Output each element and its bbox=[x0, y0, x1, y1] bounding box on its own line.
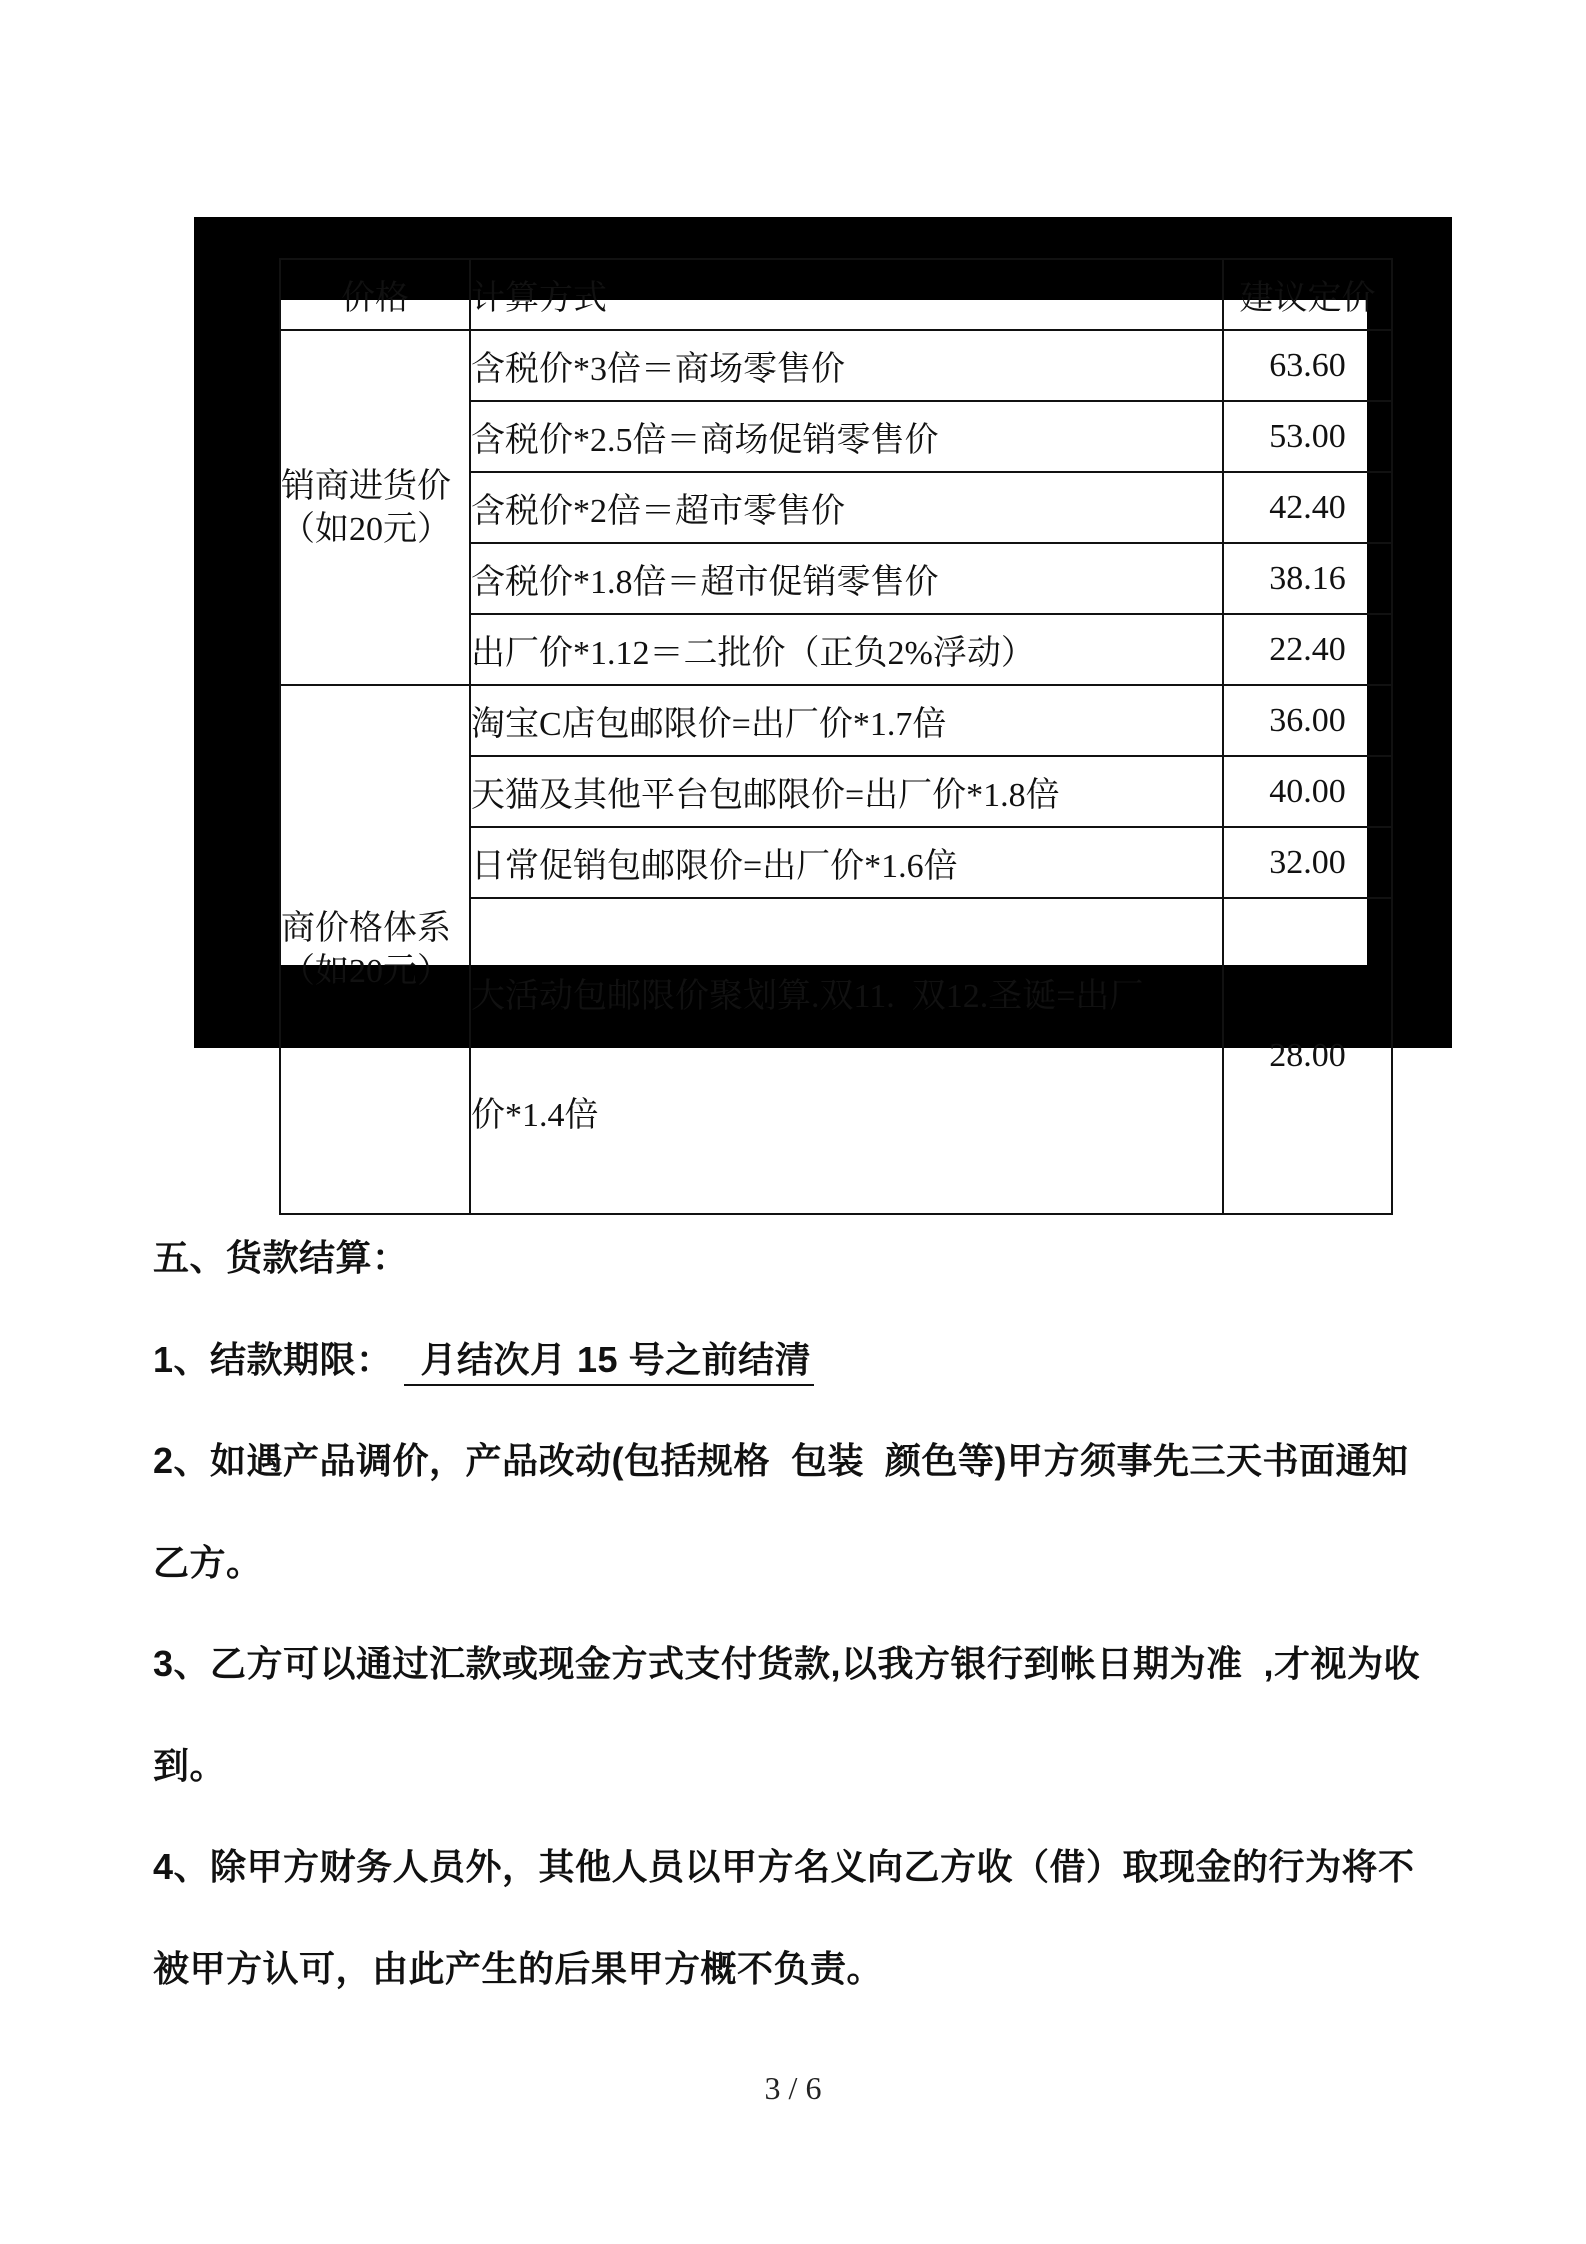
price-cell: 36.00 bbox=[1223, 685, 1392, 756]
item-cash-collection-line: 4、除甲方财务人员外，其他人员以甲方名义向乙方收（借）取现金的行为将不 bbox=[153, 1846, 1415, 1887]
price-cell: 32.00 bbox=[1223, 827, 1392, 898]
group-label: 商价格体系 bbox=[281, 909, 451, 947]
item-cash-collection-line: 被甲方认可，由此产生的后果甲方概不负责。 bbox=[153, 1947, 884, 1989]
group-note: （如20元） bbox=[281, 952, 451, 990]
payment-settlement-section bbox=[153, 1207, 1533, 2019]
header-formula: 计算方式 bbox=[470, 259, 1223, 330]
formula-cell: 日常促销包邮限价=出厂价*1.6倍 bbox=[470, 827, 1223, 898]
price-cell: 40.00 bbox=[1223, 756, 1392, 827]
formula-cell: 天猫及其他平台包邮限价=出厂价*1.8倍 bbox=[470, 756, 1223, 827]
item-payment-method-line: 到。 bbox=[153, 1744, 227, 1786]
group-label-dealer bbox=[280, 330, 470, 685]
price-cell: 22.40 bbox=[1223, 614, 1392, 685]
section-heading: 五、货款结算： bbox=[153, 1237, 409, 1278]
price-cell: 38.16 bbox=[1223, 543, 1392, 614]
group-label: 销商进货价 bbox=[281, 467, 451, 505]
item-price-change-line: 2、如遇产品调价，产品改动(包括规格 包装 颜色等)甲方须事先三天书面通知 bbox=[153, 1440, 1409, 1481]
group-note: （如20元） bbox=[281, 510, 451, 548]
table-row bbox=[280, 330, 1392, 401]
header-price-tier: 价格 bbox=[280, 259, 470, 330]
formula-line: 大活动包邮限价聚划算.双11. 双12.圣诞=出厂 bbox=[471, 978, 1144, 1015]
formula-cell: 含税价*2倍＝超市零售价 bbox=[470, 472, 1223, 543]
formula-cell: 含税价*3倍＝商场零售价 bbox=[470, 330, 1223, 401]
table-row bbox=[280, 685, 1392, 756]
price-cell: 42.40 bbox=[1223, 472, 1392, 543]
formula-line: 价*1.4倍 bbox=[471, 1097, 599, 1134]
price-cell: 53.00 bbox=[1223, 401, 1392, 472]
item-label: 1、结款期限： bbox=[153, 1338, 393, 1380]
price-table bbox=[279, 258, 1393, 1215]
formula-cell: 出厂价*1.12＝二批价（正负2%浮动） bbox=[470, 614, 1223, 685]
formula-cell: 含税价*2.5倍＝商场促销零售价 bbox=[470, 401, 1223, 472]
item-underlined-value: 月结次月 15 号之前结清 bbox=[404, 1336, 815, 1386]
formula-cell bbox=[470, 898, 1223, 1214]
price-table-image bbox=[279, 280, 1376, 1134]
item-payment-method-line: 3、乙方可以通过汇款或现金方式支付货款,以我方银行到帐日期为准 ,才视为收 bbox=[153, 1643, 1421, 1684]
formula-cell: 淘宝C店包邮限价=出厂价*1.7倍 bbox=[470, 685, 1223, 756]
table-header-row bbox=[280, 259, 1392, 330]
price-cell: 28.00 bbox=[1223, 898, 1392, 1214]
header-suggested-price: 建议定价 bbox=[1223, 259, 1392, 330]
item-payment-term bbox=[153, 1309, 1533, 1411]
page-number: 3 / 6 bbox=[764, 2070, 822, 2106]
group-label-ecommerce bbox=[280, 685, 470, 1214]
formula-cell: 含税价*1.8倍＝超市促销零售价 bbox=[470, 543, 1223, 614]
item-price-change-line: 乙方。 bbox=[153, 1541, 263, 1583]
price-cell: 63.60 bbox=[1223, 330, 1392, 401]
